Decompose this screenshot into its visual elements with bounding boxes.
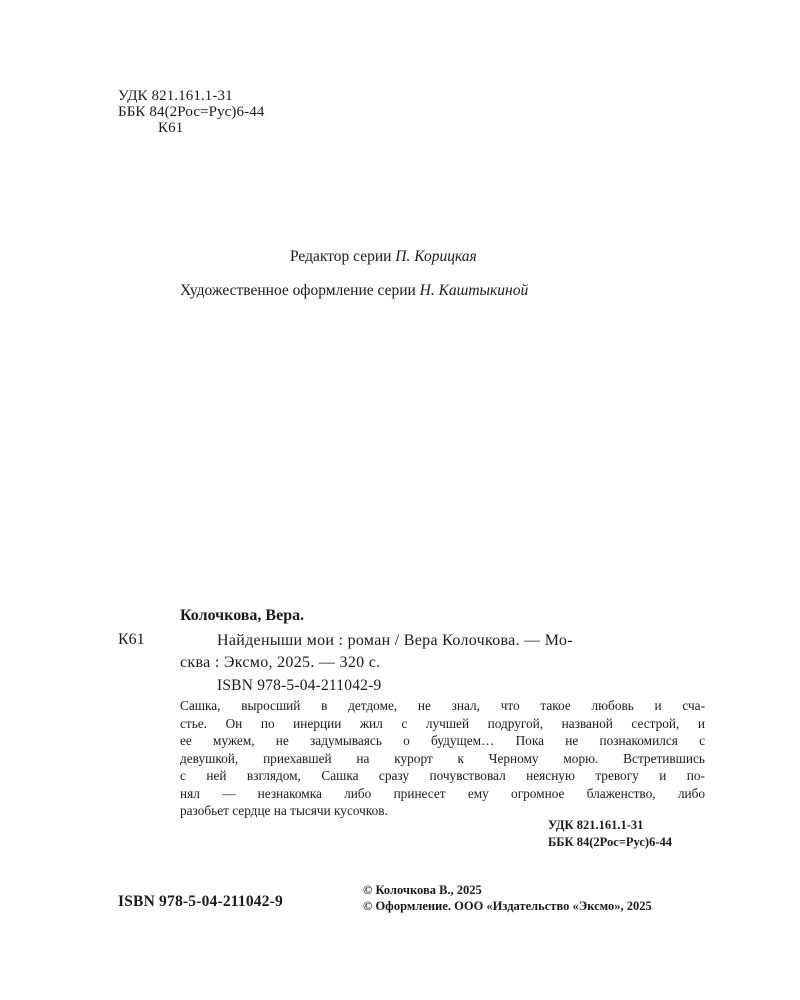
- annotation-line: с ней взглядом, Сашка сразу почувствовал неясную тревогу и по-: [180, 768, 705, 783]
- series-design-name: Н. Каштыкиной: [419, 282, 529, 299]
- series-editor-credit: [290, 248, 477, 266]
- footer-isbn: ISBN 978-5-04-211042-9: [118, 893, 284, 910]
- annotation-line: нял — незнакомка либо принесет ему огромное блаженство, либо: [180, 785, 705, 801]
- series-design-credit: [180, 282, 528, 300]
- bib-author-mark: К61: [118, 631, 145, 648]
- bib-isbn: ISBN 978-5-04-211042-9: [217, 677, 382, 694]
- bbk-code-bottom: ББК 84(2Рос=Рус)6-44: [548, 835, 672, 849]
- bib-title-line-2: сква : Эксмо, 2025. — 320 с.: [180, 654, 381, 671]
- bib-author: Колочкова, Вера.: [180, 607, 305, 624]
- annotation-line: стье. Он по инерции жил с лучшей подругой, названой сестрой, и: [180, 715, 705, 731]
- series-editor-name: П. Корицкая: [395, 248, 477, 265]
- copyright-design: © Оформление. ООО «Издательство «Эксмо», 2025: [363, 899, 652, 913]
- annotation-paragraph: [180, 697, 705, 820]
- annotation-line: девушкой, приехавшей на курорт к Черному морю. Встретившись: [180, 750, 705, 766]
- bib-title-line-1: Найденыши мои : роман / Вера Колочкова. — Мо-: [217, 632, 573, 649]
- annotation-line: ее мужем, не задумываясь о будущем… Пока не познакомился с: [180, 733, 705, 748]
- series-editor-label: Редактор серии: [290, 248, 392, 265]
- udk-code: УДК 821.161.1-31: [118, 88, 233, 104]
- bbk-code: ББК 84(2Рос=Рус)6-44: [118, 104, 265, 120]
- annotation-line: разобьет сердце на тысячи кусочков.: [180, 803, 388, 818]
- copyright-author: © Колочкова В., 2025: [363, 883, 482, 897]
- udk-code-bottom: УДК 821.161.1-31: [548, 818, 644, 832]
- series-design-label: Художественное оформление серии: [180, 282, 416, 299]
- author-mark-code: К61: [158, 120, 184, 136]
- annotation-line: Сашка, выросший в детдоме, не знал, что такое любовь и сча-: [180, 698, 705, 713]
